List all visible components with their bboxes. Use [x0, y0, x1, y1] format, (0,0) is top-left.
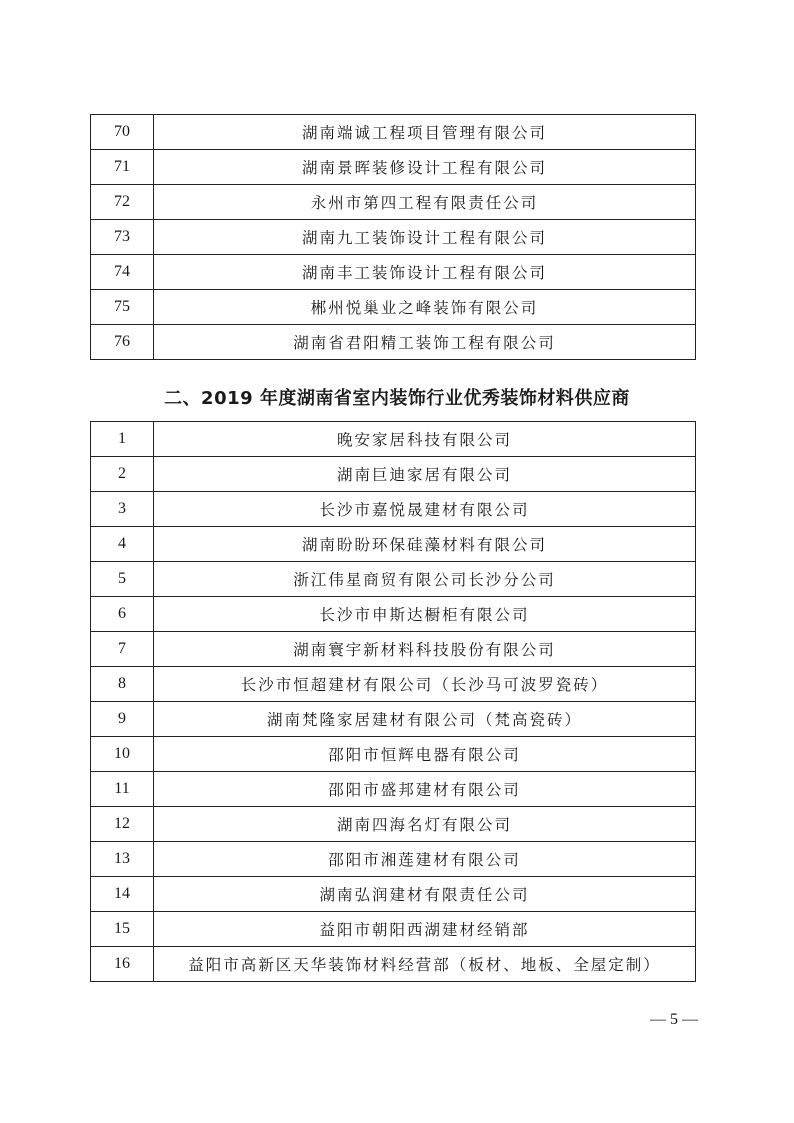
- row-number: 6: [91, 597, 154, 632]
- company-name: 湖南弘润建材有限责任公司: [154, 877, 696, 912]
- company-name: 长沙市嘉悦晟建材有限公司: [154, 492, 696, 527]
- table-row: [91, 457, 696, 492]
- table-row: [91, 115, 696, 150]
- table-row: [91, 597, 696, 632]
- table-row: [91, 912, 696, 947]
- company-name: 邵阳市恒辉电器有限公司: [154, 737, 696, 772]
- table-row: [91, 422, 696, 457]
- company-name: 邵阳市盛邦建材有限公司: [154, 772, 696, 807]
- row-number: 76: [91, 325, 154, 360]
- row-number: 3: [91, 492, 154, 527]
- table-row: [91, 290, 696, 325]
- row-number: 16: [91, 947, 154, 982]
- row-number: 13: [91, 842, 154, 877]
- table-row: [91, 325, 696, 360]
- table-row: [91, 772, 696, 807]
- row-number: 1: [91, 422, 154, 457]
- row-number: 4: [91, 527, 154, 562]
- table-row: [91, 562, 696, 597]
- company-name: 永州市第四工程有限责任公司: [154, 185, 696, 220]
- company-table-continued: [90, 114, 696, 360]
- company-name: 益阳市高新区天华装饰材料经营部（板材、地板、全屋定制）: [154, 947, 696, 982]
- row-number: 75: [91, 290, 154, 325]
- company-name: 湖南巨迪家居有限公司: [154, 457, 696, 492]
- company-name: 湖南九工装饰设计工程有限公司: [154, 220, 696, 255]
- company-name: 湖南省君阳精工装饰工程有限公司: [154, 325, 696, 360]
- company-name: 湖南丰工装饰设计工程有限公司: [154, 255, 696, 290]
- section-heading: 二、2019 年度湖南省室内装饰行业优秀装饰材料供应商: [164, 388, 630, 409]
- company-name: 浙江伟星商贸有限公司长沙分公司: [154, 562, 696, 597]
- table-row: [91, 667, 696, 702]
- table-row: [91, 877, 696, 912]
- row-number: 5: [91, 562, 154, 597]
- company-name: 湖南盼盼环保硅藻材料有限公司: [154, 527, 696, 562]
- table-row: [91, 492, 696, 527]
- row-number: 73: [91, 220, 154, 255]
- row-number: 10: [91, 737, 154, 772]
- table-row: [91, 947, 696, 982]
- table-row: [91, 220, 696, 255]
- table-row: [91, 527, 696, 562]
- company-name: 晚安家居科技有限公司: [154, 422, 696, 457]
- row-number: 74: [91, 255, 154, 290]
- row-number: 14: [91, 877, 154, 912]
- row-number: 2: [91, 457, 154, 492]
- supplier-table: [90, 421, 696, 982]
- company-name: 长沙市申斯达橱柜有限公司: [154, 597, 696, 632]
- table-row: [91, 737, 696, 772]
- row-number: 71: [91, 150, 154, 185]
- company-name: 益阳市朝阳西湖建材经销部: [154, 912, 696, 947]
- company-name: 郴州悦巢业之峰装饰有限公司: [154, 290, 696, 325]
- row-number: 15: [91, 912, 154, 947]
- row-number: 11: [91, 772, 154, 807]
- company-name: 湖南景晖装修设计工程有限公司: [154, 150, 696, 185]
- company-name: 湖南梵隆家居建材有限公司（梵高瓷砖）: [154, 702, 696, 737]
- table-row: [91, 185, 696, 220]
- row-number: 9: [91, 702, 154, 737]
- row-number: 7: [91, 632, 154, 667]
- row-number: 70: [91, 115, 154, 150]
- page-number: — 5 —: [650, 1011, 698, 1028]
- company-name: 湖南端诚工程项目管理有限公司: [154, 115, 696, 150]
- company-name: 湖南四海名灯有限公司: [154, 807, 696, 842]
- company-name: 湖南寰宇新材料科技股份有限公司: [154, 632, 696, 667]
- table-row: [91, 632, 696, 667]
- row-number: 12: [91, 807, 154, 842]
- company-name: 邵阳市湘莲建材有限公司: [154, 842, 696, 877]
- table-row: [91, 807, 696, 842]
- company-name: 长沙市恒超建材有限公司（长沙马可波罗瓷砖）: [154, 667, 696, 702]
- table-row: [91, 255, 696, 290]
- table-row: [91, 150, 696, 185]
- row-number: 8: [91, 667, 154, 702]
- row-number: 72: [91, 185, 154, 220]
- table-row: [91, 702, 696, 737]
- table-row: [91, 842, 696, 877]
